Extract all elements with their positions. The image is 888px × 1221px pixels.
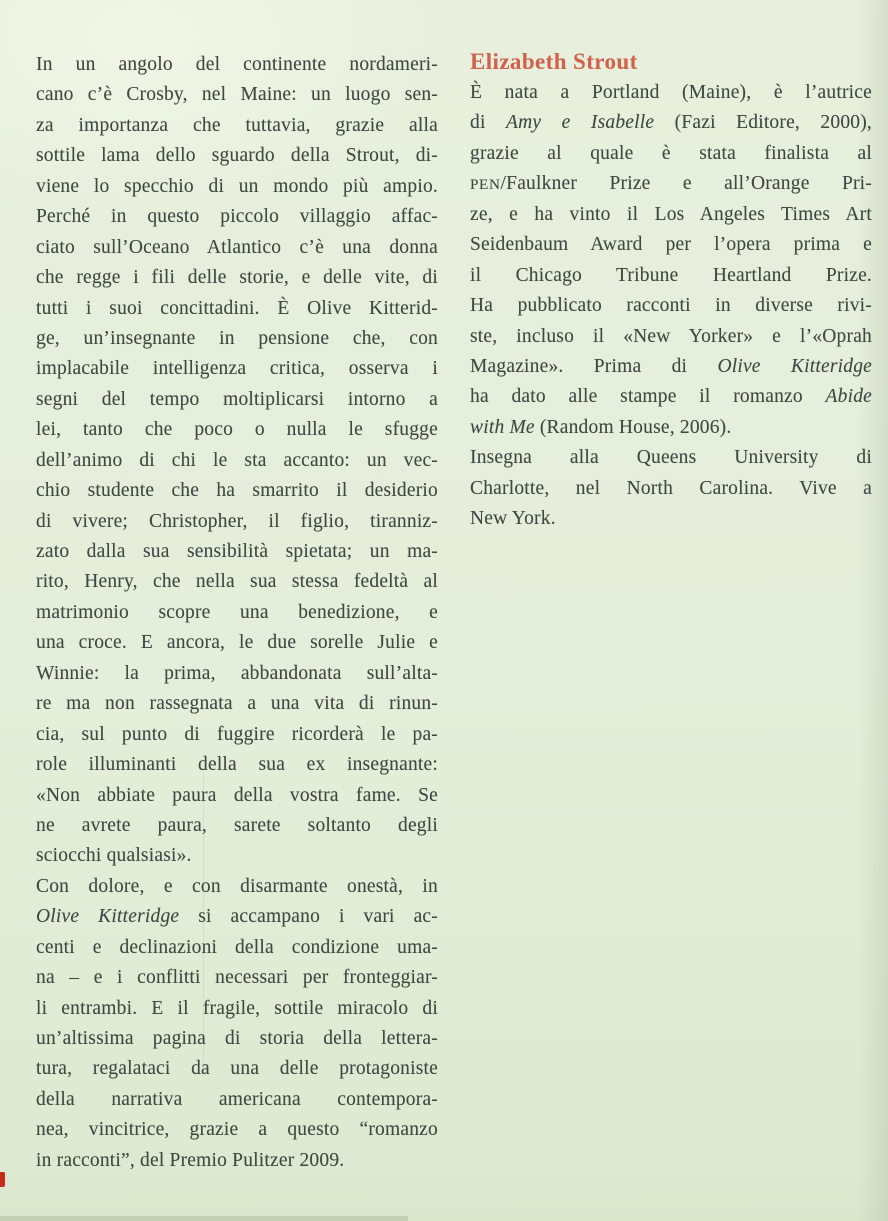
text-run: il Chicago Tribune Heartland Prize.	[470, 264, 872, 286]
text-line	[36, 902, 438, 932]
text-line	[36, 994, 438, 1024]
text-run: Perché in questo piccolo villaggio affac-	[36, 206, 438, 228]
text-line	[36, 141, 438, 171]
text-run: tutti i suoi concittadini. È Olive Kitterid-	[36, 297, 438, 319]
text-run: sciocchi qualsiasi».	[36, 845, 192, 867]
text-run: viene lo specchio di un mondo più ampio.	[36, 175, 438, 197]
italic-run: Olive Kitteridge	[36, 906, 180, 928]
author-bio-text	[470, 78, 872, 535]
text-line	[36, 385, 438, 415]
text-line	[36, 294, 438, 324]
text-run: sottile lama dello sguardo della Strout, di-	[36, 145, 438, 167]
text-run: re ma non rassegnata a una vita di rinun-	[36, 693, 438, 715]
text-run: rito, Henry, che nella sua stessa fedeltà al	[36, 571, 438, 593]
text-line	[470, 322, 872, 352]
text-line	[36, 1024, 438, 1054]
text-line	[36, 446, 438, 476]
text-line	[36, 628, 438, 658]
red-edge-mark	[0, 1172, 5, 1187]
text-line	[36, 415, 438, 445]
text-run: ste, incluso il «New Yorker» e l’«Oprah	[470, 325, 872, 347]
text-run: di	[470, 112, 506, 134]
text-line	[470, 200, 872, 230]
text-line	[470, 352, 872, 382]
text-line	[470, 139, 872, 169]
text-run: ha dato alle stampe il romanzo	[470, 386, 826, 408]
text-run: (Fazi Editore, 2000),	[654, 112, 872, 134]
text-line	[36, 598, 438, 628]
text-run: in racconti”, del Premio Pulitzer 2009.	[36, 1149, 345, 1171]
text-run: nea, vincitrice, grazie a questo “romanzo	[36, 1119, 438, 1141]
text-run: segni del tempo moltiplicarsi intorno a	[36, 388, 438, 410]
text-line	[36, 324, 438, 354]
italic-run: Abide	[825, 386, 872, 408]
text-line	[470, 169, 872, 199]
text-line	[36, 841, 438, 871]
text-run: dell’animo di chi le sta accanto: un vec-	[36, 449, 438, 471]
text-line	[36, 50, 438, 80]
text-line	[36, 80, 438, 110]
text-line	[36, 476, 438, 506]
text-run: della narrativa americana contempora-	[36, 1088, 438, 1110]
text-run: Winnie: la prima, abbandonata sull’alta-	[36, 662, 438, 684]
text-run: ciato sull’Oceano Atlantico c’è una donna	[36, 236, 438, 258]
text-line	[36, 689, 438, 719]
text-run: Charlotte, nel North Carolina. Vive a	[470, 477, 872, 499]
text-run: na – e i conflitti necessari per fronteggiar-	[36, 967, 438, 989]
text-line	[36, 720, 438, 750]
author-name-heading: Elizabeth Strout	[470, 49, 638, 74]
text-run: Ha pubblicato racconti in diverse rivi-	[470, 295, 872, 317]
text-run: Seidenbaum Award per l’opera prima e	[470, 234, 872, 256]
text-run: (Random House, 2006).	[534, 416, 732, 438]
scan-crease	[203, 768, 204, 1063]
text-line	[470, 108, 872, 138]
text-line	[36, 537, 438, 567]
text-run: si accampano i vari ac-	[179, 906, 438, 928]
text-run: ne avrete paura, sarete soltanto degli	[36, 814, 438, 836]
text-line	[36, 354, 438, 384]
text-run: È nata a Portland (Maine), è l’autrice	[470, 82, 872, 103]
text-line	[36, 1054, 438, 1084]
text-line	[36, 202, 438, 232]
text-line	[36, 750, 438, 780]
text-line	[470, 78, 872, 108]
text-run: chio studente che ha smarrito il desiderio	[36, 480, 438, 502]
flap-synopsis-column	[36, 50, 438, 1176]
text-run: di vivere; Christopher, il figlio, tiranniz-	[36, 510, 438, 532]
text-run: un’altissima pagina di storia della lettera-	[36, 1028, 438, 1049]
text-line	[36, 1146, 438, 1176]
text-run: ze, e ha vinto il Los Angeles Times Art	[470, 203, 872, 225]
scan-shadow-bottom	[0, 1216, 408, 1221]
text-line	[36, 233, 438, 263]
text-line	[36, 1085, 438, 1115]
text-line	[36, 781, 438, 811]
text-run: implacabile intelligenza critica, osserva i	[36, 358, 438, 380]
italic-run: with Me	[470, 416, 535, 438]
text-run: New York.	[470, 508, 556, 530]
author-bio-column	[470, 46, 872, 535]
text-run: centi e declinazioni della condizione uma-	[36, 936, 438, 958]
text-run: matrimonio scopre una benedizione, e	[36, 601, 438, 623]
text-run: zato dalla sua sensibilità spietata; un ma-	[36, 541, 438, 562]
text-line	[36, 507, 438, 537]
text-run: In un angolo del continente nordameri-	[36, 54, 438, 75]
text-run: /Faulkner Prize e all’Orange Pri-	[500, 173, 872, 195]
smallcaps-run: PEN	[470, 176, 501, 194]
text-line	[36, 567, 438, 597]
text-run: role illuminanti della sua ex insegnante:	[36, 754, 438, 776]
text-run: «Non abbiate paura della vostra fame. Se	[36, 784, 438, 806]
text-line	[36, 963, 438, 993]
text-run: li entrambi. E il fragile, sottile miracolo di	[36, 997, 438, 1019]
text-run: cia, sul punto di fuggire ricorderà le pa-	[36, 723, 438, 745]
text-run: Con dolore, e con disarmante onestà, in	[36, 875, 438, 897]
text-line	[470, 261, 872, 291]
text-run: una croce. E ancora, le due sorelle Julie e	[36, 632, 438, 654]
text-run: cano c’è Crosby, nel Maine: un luogo sen-	[36, 84, 438, 106]
text-run: grazie al quale è stata finalista al	[470, 142, 872, 164]
text-run: Insegna alla Queens University di	[470, 447, 872, 469]
text-line	[470, 382, 872, 412]
text-run: lei, tanto che poco o nulla le sfugge	[36, 419, 438, 441]
text-line	[36, 172, 438, 202]
text-line	[470, 474, 872, 504]
italic-run: Olive Kitteridge	[717, 355, 872, 377]
text-line	[36, 263, 438, 293]
text-line	[36, 659, 438, 689]
text-line	[36, 1115, 438, 1145]
text-line	[36, 933, 438, 963]
text-run: Magazine». Prima di	[470, 355, 718, 377]
text-line	[36, 111, 438, 141]
text-line	[470, 230, 872, 260]
text-line	[36, 872, 438, 902]
italic-run: Amy e Isabelle	[505, 112, 655, 134]
text-line	[36, 811, 438, 841]
text-run: ge, un’insegnante in pensione che, con	[36, 327, 438, 349]
text-run: tura, regalataci da una delle protagoniste	[36, 1058, 438, 1080]
text-line	[470, 413, 872, 443]
text-run: che regge i fili delle storie, e delle vite, di	[36, 267, 438, 289]
text-line	[470, 291, 872, 321]
text-line	[470, 443, 872, 473]
text-run: za importanza che tuttavia, grazie alla	[36, 114, 438, 136]
text-line	[470, 504, 872, 534]
